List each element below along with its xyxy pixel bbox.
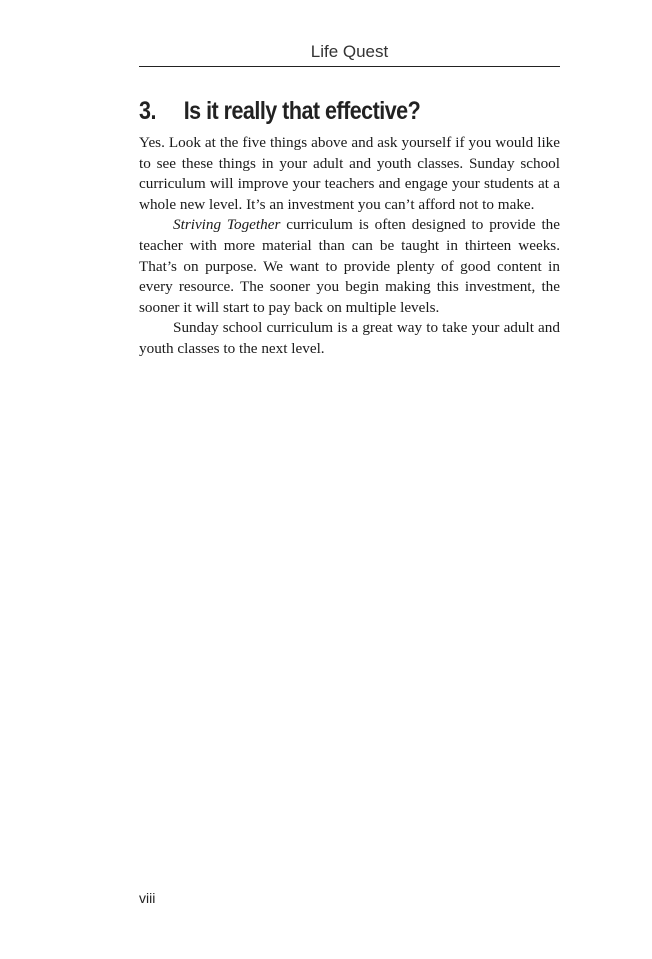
curriculum-name: Striving Together: [173, 216, 281, 234]
running-header: [139, 41, 560, 67]
page-number: viii: [139, 890, 156, 906]
section-title: Is it really that effective?: [183, 97, 421, 125]
section-heading: [139, 95, 509, 127]
paragraph-1: Yes. Look at the five things above and ask yourself if you would like to see these things in your adult and youth classes. Sunday school curriculum will improve your teachers and engage your students at a whole new level. It’s an investment you can’t afford not to make.: [139, 134, 560, 213]
body-text: [139, 133, 560, 360]
paragraph-2-text: curriculum is often designed to provide the teacher with more material than can be taught in thirteen weeks. That’s on purpose. We want to provide plenty of good content in every resource. The sooner you begin making this investment, the sooner it will start to pay back on multiple levels.: [139, 216, 560, 316]
running-title: Life Quest: [310, 42, 389, 61]
paragraph-3: Sunday school curriculum is a great way to take your adult and youth classes to the next level.: [139, 319, 560, 357]
section-number: 3.: [139, 97, 156, 125]
paragraph-2: [139, 215, 560, 318]
